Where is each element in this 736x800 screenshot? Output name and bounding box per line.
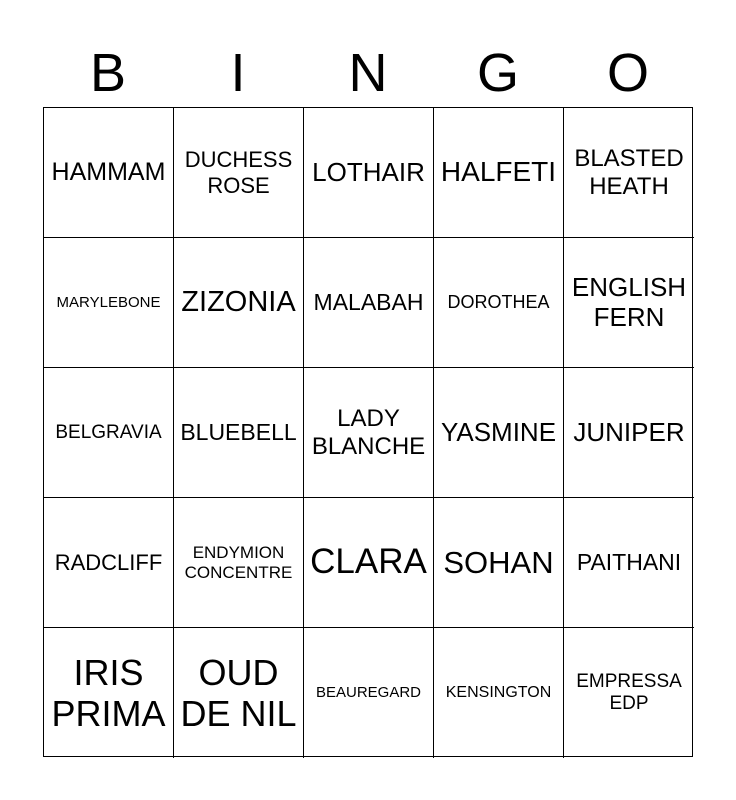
bingo-cell: IRIS PRIMA [44,628,174,758]
bingo-cell: KENSINGTON [434,628,564,758]
bingo-cell: LOTHAIR [304,108,434,238]
bingo-cell: RADCLIFF [44,498,174,628]
bingo-cell: DUCHESS ROSE [174,108,304,238]
bingo-cell: PAITHANI [564,498,694,628]
bingo-cell: MALABAH [304,238,434,368]
bingo-cell: BLUEBELL [174,368,304,498]
bingo-cell: BLASTED HEATH [564,108,694,238]
header-letter-n: N [348,43,388,103]
header-letter-i: I [230,43,246,103]
bingo-cell: BELGRAVIA [44,368,174,498]
bingo-cell: HALFETI [434,108,564,238]
bingo-cell: YASMINE [434,368,564,498]
bingo-header [43,40,693,106]
bingo-cell: CLARA [304,498,434,628]
bingo-cell: HAMMAM [44,108,174,238]
bingo-cell: JUNIPER [564,368,694,498]
bingo-cell: MARYLEBONE [44,238,174,368]
header-letter-g: G [476,43,519,103]
bingo-cell: LADY BLANCHE [304,368,434,498]
bingo-cell: SOHAN [434,498,564,628]
bingo-cell: ENDYMION CONCENTRE [174,498,304,628]
bingo-cell: ZIZONIA [174,238,304,368]
bingo-card-grid [43,107,693,757]
bingo-cell: BEAUREGARD [304,628,434,758]
bingo-cell: DOROTHEA [434,238,564,368]
header-letter-b: B [89,43,127,103]
bingo-cell: OUD DE NIL [174,628,304,758]
header-letter-o: O [606,43,649,103]
bingo-cell: EMPRESSA EDP [576,671,682,714]
bingo-cell: ENGLISH FERN [564,238,694,368]
